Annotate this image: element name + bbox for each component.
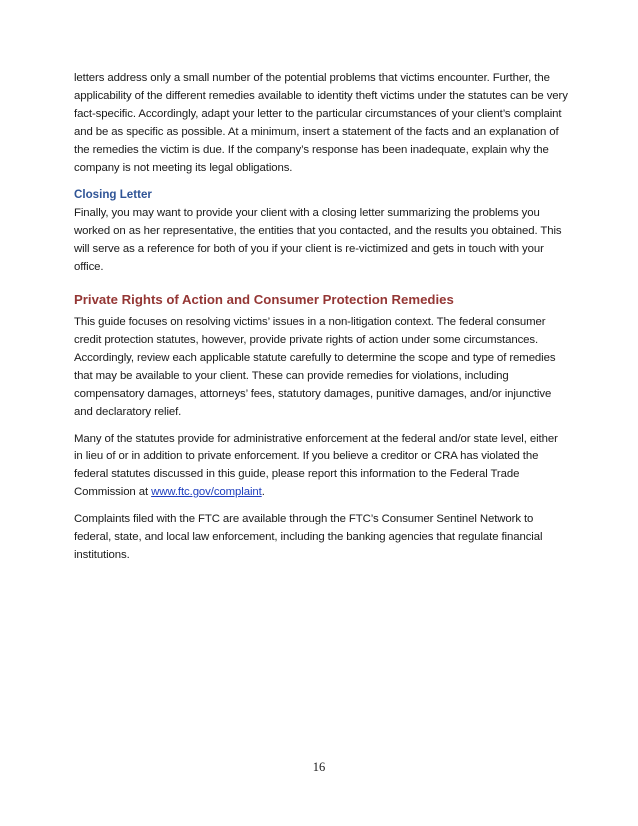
paragraph-remedies-letter: letters address only a small number of the potential problems that victims encounter. Further, the applicability of the different remedies available to identity theft victims under the statutes can be very fact-specific. Accordingly, adapt your letter to the particular circumstances of your client’s complaint and be as specific as possible. At a minimum, insert a statement of the facts and an explanation of the remedies the victim is due. If the company’s response has been inadequate, explain why the company is not meeting its legal obligations. — [74, 72, 568, 174]
paragraph-private-rights: This guide focuses on resolving victims’ issues in a non-litigation context. The federal consumer credit protection statutes, however, provide private rights of action under some circumstances. Accordingly, review each applicable statute carefully to determine the scope and type of remedies that may be available to your client. These can provide remedies for violations, including compensatory damages, attorneys’ fees, statutory damages, punitive damages, and/or injunctive and declaratory relief. — [74, 316, 556, 418]
ftc-complaint-link[interactable]: www.ftc.gov/complaint — [151, 486, 262, 499]
enforcement-text-end: . — [261, 486, 265, 499]
paragraph-closing-letter: Finally, you may want to provide your client with a closing letter summarizing the problems you worked on as her representative, the entities that you contacted, and the results you obtained. This will serve as a reference for both of you if your client is re-victimized and gets in touch with your office. — [74, 207, 562, 274]
page-number: 16 — [312, 760, 326, 774]
private-rights-heading: Private Rights of Action and Consumer Protection Remedies — [74, 292, 454, 308]
paragraph-administrative-enforcement — [74, 431, 568, 503]
enforcement-text: Many of the statutes provide for administrative enforcement at the federal and/or state level, either in lieu of or in addition to private enforcement. If you believe a creditor or CRA has violated the federal statutes discussed in this guide, please report this information to the Federal Trade Commission at — [74, 432, 558, 499]
closing-letter-heading: Closing Letter — [74, 188, 152, 202]
document-body — [74, 70, 568, 565]
paragraph-consumer-sentinel: Complaints filed with the FTC are available through the FTC’s Consumer Sentinel Network to federal, state, and local law enforcement, including the banking agencies that regulate financial institutions. — [74, 513, 543, 561]
